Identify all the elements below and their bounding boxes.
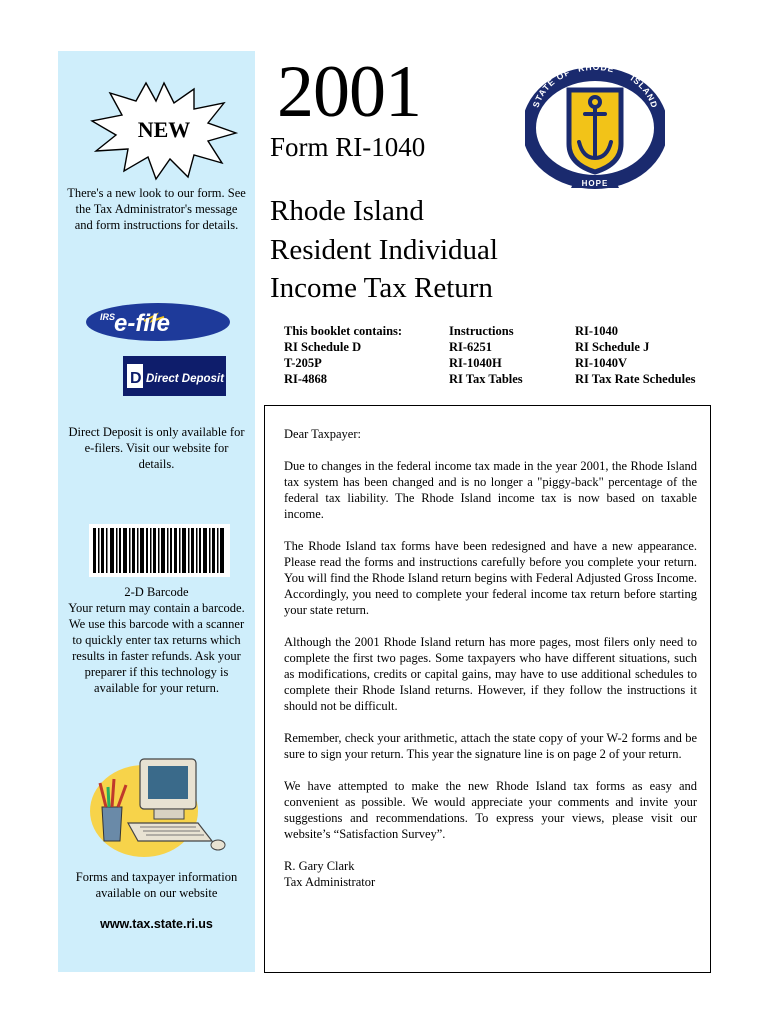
signature-title: Tax Administrator bbox=[284, 875, 376, 889]
direct-deposit-icon bbox=[123, 356, 226, 396]
barcode-title: 2-D Barcode bbox=[124, 585, 189, 599]
booklet-item: T-205P bbox=[284, 356, 322, 370]
direct-deposit-logo[interactable] bbox=[123, 356, 226, 396]
form-title bbox=[270, 192, 498, 308]
booklet-item: RI-1040 bbox=[575, 324, 619, 338]
booklet-item: RI Tax Rate Schedules bbox=[575, 372, 696, 386]
efile-irs-text: IRS bbox=[100, 312, 116, 322]
letter-paragraph: We have attempted to make the new Rhode Island tax forms as easy and convenient as possible. We would appreciate your comments and invite your suggestions and recommendations. To express your views, please visit our website’s “Satisfaction Survey”. bbox=[284, 779, 697, 841]
new-starburst bbox=[90, 81, 238, 181]
booklet-item: RI-4868 bbox=[284, 372, 328, 386]
anchor-seal-icon bbox=[525, 60, 665, 200]
booklet-item: RI-1040V bbox=[575, 356, 628, 370]
seal-left-text: STATE OF bbox=[530, 66, 572, 109]
svg-text:STATE OF bbox=[531, 67, 572, 109]
booklet-item: RI Schedule D bbox=[284, 340, 362, 354]
barcode-icon bbox=[89, 524, 230, 577]
booklet-item: Instructions bbox=[449, 324, 514, 338]
form-name: Form RI-1040 bbox=[270, 132, 426, 162]
forms-info-note: Forms and taxpayer information available on our website bbox=[75, 870, 238, 900]
taxpayer-letter bbox=[264, 405, 711, 973]
new-look-note: There's a new look to our form. See the Tax Administrator's message and form instructions for details. bbox=[67, 186, 246, 232]
title-line: Resident Individual bbox=[270, 233, 498, 266]
booklet-column-2 bbox=[449, 323, 523, 387]
signature-name: R. Gary Clark bbox=[284, 859, 355, 873]
title-line: Income Tax Return bbox=[270, 272, 493, 304]
efile-text: e-file bbox=[114, 310, 171, 337]
efile-logo[interactable] bbox=[84, 301, 232, 343]
letter-paragraph: Due to changes in the federal income tax made in the year 2001, the Rhode Island tax system has been changed and is no longer a "piggy-back" percentage of the federal tax liability. The Rhode Island income tax is now based on taxable income. bbox=[284, 459, 697, 521]
seal-bottom-text: HOPE bbox=[581, 179, 609, 188]
booklet-item: RI-1040H bbox=[449, 356, 502, 370]
letter-paragraph: Remember, check your arithmetic, attach the state copy of your W-2 forms and be sure to sign your return. This year the signature line is on page 2 of your return. bbox=[284, 731, 697, 761]
barcode-note bbox=[66, 584, 247, 760]
letter-salutation: Dear Taxpayer: bbox=[284, 427, 361, 441]
title-line: Rhode Island bbox=[270, 195, 424, 227]
state-seal bbox=[525, 60, 665, 200]
booklet-item: This booklet contains: bbox=[284, 324, 403, 338]
seal-top-text: RHODE bbox=[577, 61, 616, 75]
website-link[interactable]: www.tax.state.ri.us bbox=[100, 917, 213, 931]
seal-right-text: ISLAND bbox=[628, 73, 660, 110]
barcode-text: Your return may contain a barcode. We use this barcode with a scanner to quickly enter tax returns which results in faster refunds. Ask your preparer if this technology is available for your return. bbox=[68, 601, 245, 695]
booklet-item: RI Tax Tables bbox=[449, 372, 523, 386]
form-year: 2001 bbox=[277, 51, 421, 133]
computer-icon bbox=[88, 753, 228, 861]
direct-deposit-note: Direct Deposit is only available for e-filers. Visit our website for details. bbox=[68, 425, 245, 471]
letter-paragraph: The Rhode Island tax forms have been redesigned and have a new appearance. Please read the forms and instructions carefully before you complete your return. You will find the Rhode Island return begins with Federal Adjusted Gross Income. Accordingly, you need to complete your federal income tax return before starting your state return. bbox=[284, 539, 697, 617]
efile-logo-icon bbox=[84, 301, 232, 343]
letter-body bbox=[284, 426, 697, 890]
letter-paragraph: Although the 2001 Rhode Island return has more pages, most filers only need to complete the first two pages. Some taxpayers who have different situations, such as modifications, credits or capital gains, may have to use additional schedules to complete their Rhode Island returns. However, if they follow the instructions it should not be difficult. bbox=[284, 635, 697, 713]
booklet-item: RI-6251 bbox=[449, 340, 493, 354]
booklet-item: RI Schedule J bbox=[575, 340, 650, 354]
barcode-image bbox=[89, 524, 230, 577]
computer-clipart bbox=[88, 753, 228, 861]
svg-text:D: D bbox=[130, 370, 142, 387]
booklet-column-3 bbox=[575, 323, 696, 387]
booklet-column-1 bbox=[284, 323, 402, 387]
sidebar bbox=[58, 51, 255, 972]
direct-deposit-text: Direct Deposit bbox=[146, 373, 224, 385]
new-label: NEW bbox=[137, 117, 191, 142]
